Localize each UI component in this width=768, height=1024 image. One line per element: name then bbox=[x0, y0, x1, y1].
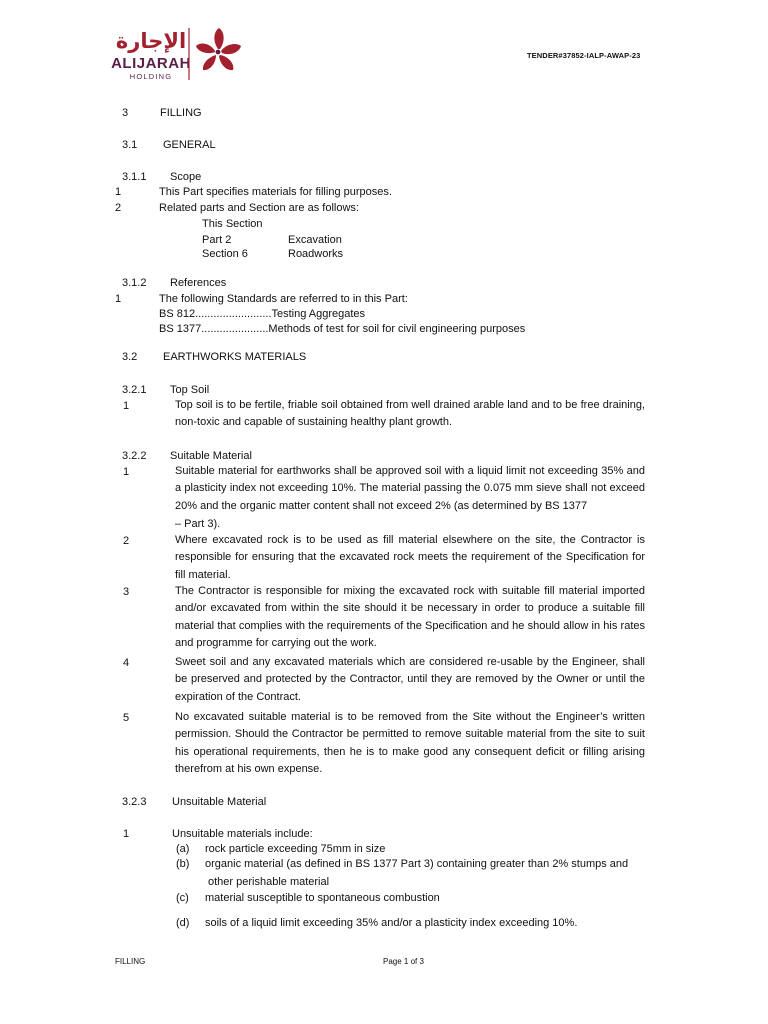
clause-text: Where excavated rock is to be used as fill material elsewhere on the site, the Contractor is responsible for ensuring that the excavated rock meets the requirement of the Specification for fill material. bbox=[175, 534, 645, 581]
clause-number: 2 bbox=[123, 535, 130, 547]
sub-item-label: (a) bbox=[176, 843, 190, 855]
logo-sub-text: HOLDING bbox=[129, 72, 173, 81]
clause-text: Related parts and Section are as follows: bbox=[159, 202, 359, 214]
clause-number: 1 bbox=[115, 186, 122, 198]
clause-number: 1 bbox=[123, 466, 130, 478]
clause-number: 1 bbox=[115, 293, 122, 305]
section-title: GENERAL bbox=[163, 139, 216, 151]
section-title: EARTHWORKS MATERIALS bbox=[163, 351, 307, 363]
sub-item-text: organic material (as defined in BS 1377 Part 3) containing greater than 2% stumps and bbox=[205, 858, 629, 870]
subsection-title: Scope bbox=[170, 171, 202, 183]
sub-item-text: soils of a liquid limit exceeding 35% and/or a plasticity index exceeding 10%. bbox=[205, 917, 578, 929]
logo-name-text: ALIJARAH bbox=[111, 55, 191, 72]
clause-text: No excavated suitable material is to be removed from the Site without the Engineer’s written permission. Should the Contractor be permitted to remove suitable material from the site to suit his operational requirements, then he is to make good any consequent deficit or filling arising therefrom at his own expense. bbox=[175, 711, 645, 775]
subsection-title: Unsuitable Material bbox=[172, 796, 267, 808]
clause-text: The Contractor is responsible for mixing the excavated rock with suitable fill material imported and/or excavated from within the site should it be necessary in order to produce a suitable fill material that complies with the requirements of the Specification and he should allow in his rates and programme for carrying out the work. bbox=[175, 585, 645, 649]
section-title: FILLING bbox=[160, 107, 202, 119]
subsection-number: 3.2.2 bbox=[122, 450, 147, 462]
clause-number: 3 bbox=[123, 586, 130, 598]
related-parts-cell: This Section bbox=[202, 218, 263, 230]
related-parts-cell: Excavation bbox=[288, 234, 342, 246]
clause-text: Top soil is to be fertile, friable soil obtained from well drained arable land and to be free draining, non-toxic and capable of sustaining healthy plant growth. bbox=[175, 399, 645, 429]
subsection-title: Top Soil bbox=[170, 384, 210, 396]
subsection-number: 3.2.1 bbox=[122, 384, 147, 396]
related-parts-cell: Roadworks bbox=[288, 248, 344, 260]
clause-text: Unsuitable materials include: bbox=[172, 828, 313, 840]
alijarah-logo-graphic bbox=[111, 22, 255, 84]
section-number: 3.2 bbox=[122, 351, 138, 363]
sub-item-text: rock particle exceeding 75mm in size bbox=[205, 843, 386, 855]
clause-text-continuation: – Part 3). bbox=[175, 518, 221, 530]
clause-number: 1 bbox=[123, 828, 130, 840]
sub-item-text: material susceptible to spontaneous combustion bbox=[205, 892, 440, 904]
related-parts-cell: Section 6 bbox=[202, 248, 248, 260]
clause-number: 5 bbox=[123, 712, 130, 724]
subsection-title: References bbox=[170, 277, 227, 289]
clause-number: 4 bbox=[123, 657, 130, 669]
clause-text: Suitable material for earthworks shall be approved soil with a liquid limit not exceeding 35% and a plasticity index not exceeding 10%. The material passing the 0.075 mm sieve shall not exceed 20% and the organic matter content shall not exceed 2% (as determined by BS 1377 bbox=[175, 465, 645, 512]
clause-text: This Part specifies materials for filling purposes. bbox=[159, 186, 392, 198]
footer-section-name: FILLING bbox=[115, 957, 146, 966]
logo-arabic-text: الإجارة bbox=[115, 29, 187, 53]
footer-page-number: Page 1 of 3 bbox=[383, 957, 424, 966]
company-logo bbox=[111, 22, 255, 84]
clause-text: The following Standards are referred to in this Part: bbox=[159, 293, 408, 305]
flower-logo-icon bbox=[196, 28, 241, 70]
subsection-title: Suitable Material bbox=[170, 450, 252, 462]
clause-text: Sweet soil and any excavated materials which are considered re-usable by the Engineer, shall be preserved and protected by the Contractor, until they are removed by the Owner or until the expiration of the Contract. bbox=[175, 656, 645, 703]
subsection-number: 3.1.2 bbox=[122, 277, 147, 289]
sub-item-label: (d) bbox=[176, 917, 190, 929]
sub-item-label: (b) bbox=[176, 858, 190, 870]
section-number: 3.1 bbox=[122, 139, 138, 151]
sub-item-label: (c) bbox=[176, 892, 189, 904]
related-parts-cell: Part 2 bbox=[202, 234, 232, 246]
clause-number: 2 bbox=[115, 202, 122, 214]
reference-standard: BS 812.........................Testing Aggregates bbox=[159, 308, 366, 320]
subsection-number: 3.2.3 bbox=[122, 796, 147, 808]
section-number: 3 bbox=[122, 107, 129, 119]
reference-standard: BS 1377......................Methods of test for soil for civil engineering purposes bbox=[159, 323, 526, 335]
sub-item-text-continuation: other perishable material bbox=[208, 876, 330, 888]
tender-reference: TENDER#37852-IALP-AWAP-23 bbox=[527, 51, 641, 60]
subsection-number: 3.1.1 bbox=[122, 171, 147, 183]
clause-number: 1 bbox=[123, 400, 130, 412]
